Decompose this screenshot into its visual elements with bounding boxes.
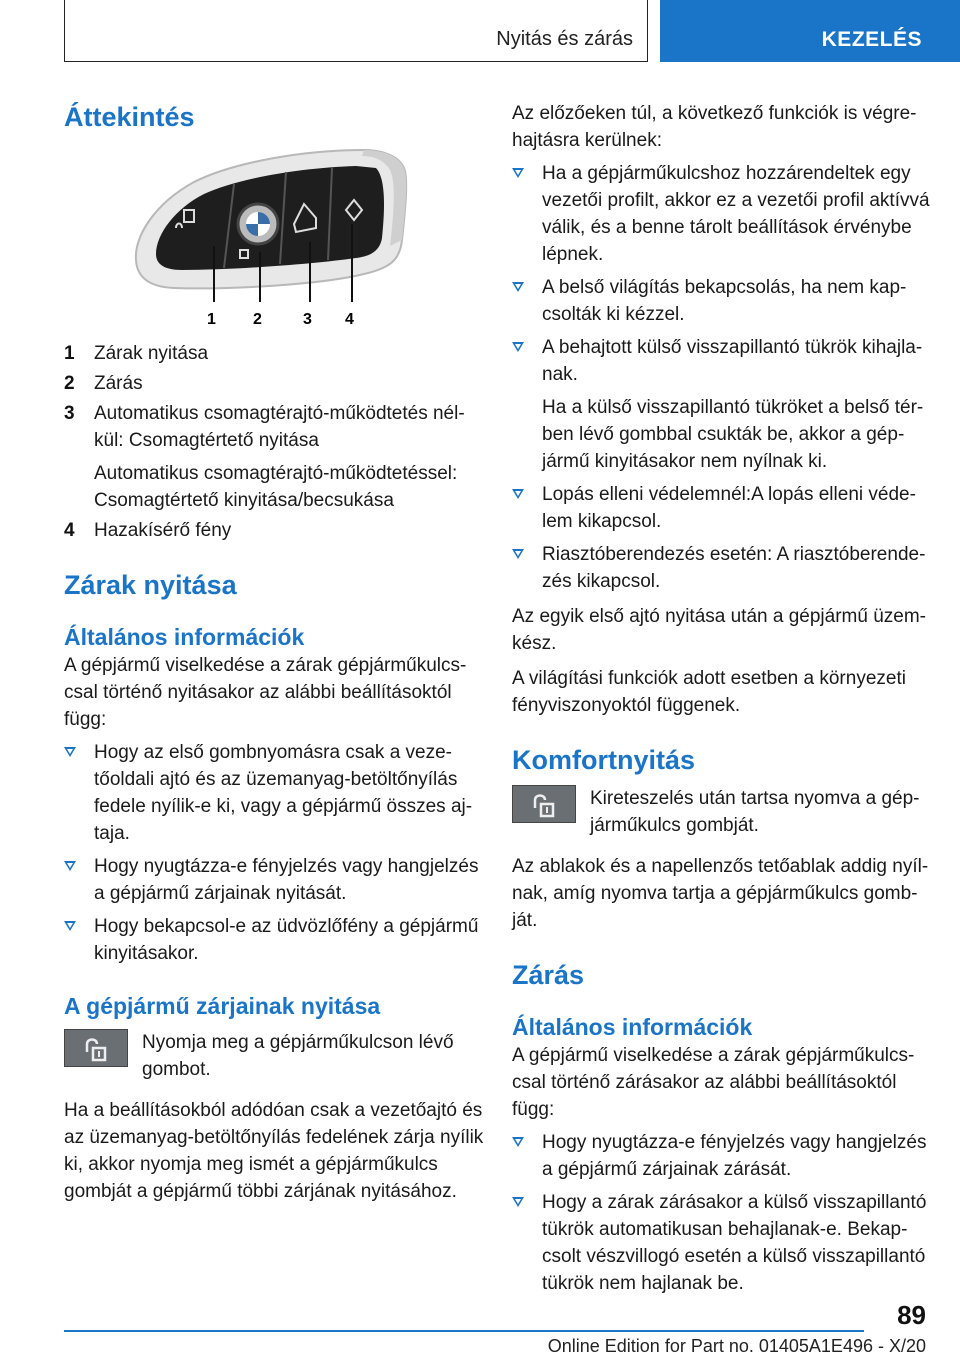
list-item: Hogy nyugtázza-e fényjelzés vagy hangjelzés a gépjármű zárjainak nyitását.: [64, 853, 484, 907]
comfort-opening-heading: Komfortnyitás: [512, 745, 696, 775]
list-item: Lopás elleni védelemnél:A lopás elleni véde-lem kikapcsol.: [512, 481, 930, 535]
figure-legend: [64, 340, 484, 544]
page-number: 89: [897, 1300, 926, 1330]
bullet-triangle-icon: [64, 861, 76, 871]
unlock-button-icon: [64, 1029, 128, 1067]
legend-item: 1 Zárak nyitása: [64, 343, 209, 364]
bullet-triangle-icon: [64, 921, 76, 931]
locking-bullets: [512, 1129, 930, 1297]
vehicle-unlock-heading: A gépjármű zárjainak nyitása: [64, 993, 381, 1019]
vehicle-unlock-text: Ha a beállításokból adódóan csak a vezetőajtó és az üzemanyag-betöltőnyílás fedelének zárja nyílik ki, akkor nyomja meg ismét a gépjárműkulcs gombját a gépjármű többi zárjának nyitásához.: [64, 1100, 484, 1202]
bullet-triangle-icon: [512, 342, 524, 352]
comfort-opening-text: Az ablakok és a napellenzős tetőablak addig nyíl-nak, amíg nyomva tartja a gépjárműkulcs gomb-ját.: [512, 856, 929, 931]
legend-item: 3 Automatikus csomagtérajtó-működtetés nél-kül: Csomagtértető nyitása Automatikus csomagtérajtó-működtetéssel: Csomagtértető kinyitása/becsukása: [64, 403, 465, 511]
key-fob-figure: [64, 142, 484, 332]
unlocking-general-heading: Általános információk: [64, 624, 305, 650]
key-fob-illustration: [64, 142, 484, 332]
right-column: [512, 100, 930, 1297]
locking-general-heading: Általános információk: [512, 1014, 753, 1040]
vehicle-unlock-instruction: Nyomja meg a gépjárműkulcson lévő gombot.: [64, 1029, 484, 1083]
header-section-title: Nyitás és zárás: [496, 28, 633, 50]
header-section-box: [64, 0, 648, 62]
comfort-opening-instruction: Kireteszelés után tartsa nyomva a gép-járműkulcs gombját.: [512, 785, 930, 839]
footer-divider: [64, 1330, 864, 1332]
bullet-triangle-icon: [512, 1197, 524, 1207]
figure-label-3: 3: [303, 311, 312, 328]
list-item: Hogy bekapcsol-e az üdvözlőfény a gépjármű kinyitásakor.: [64, 913, 484, 967]
left-column: [64, 100, 484, 1205]
figure-label-4: 4: [345, 311, 354, 328]
list-item: Riasztóberendezés esetén: A riasztóberende-zés kikapcsol.: [512, 541, 930, 595]
bullet-triangle-icon: [512, 168, 524, 178]
list-item: A belső világítás bekapcsolás, ha nem kap-csolták ki kézzel.: [512, 274, 930, 328]
legend-item: 2 Zárás: [64, 373, 143, 394]
bullet-triangle-icon: [64, 747, 76, 757]
list-item: Hogy a zárak zárásakor a külső visszapillantó tükrök automatikusan behajlanak-e. Bekap-csolt vészvillogó esetén a külső visszapillantó tükrök nem hajlanak be.: [512, 1189, 930, 1297]
list-item: A behajtott külső visszapillantó tükrök kihajla-nak. Ha a külső visszapillantó tükröket a belső tér-ben lévő gombbal csukták be, akkor a gép-jármű kinyitásakor nem nyílnak ki.: [512, 334, 930, 475]
lighting-text: A világítási funkciók adott esetben a környezeti fényviszonyoktól függenek.: [512, 668, 906, 716]
list-item: Ha a gépjárműkulcshoz hozzárendeltek egy vezetői profilt, akkor ez a vezetői profil aktívvá válik, és a benne tárolt beállítások érvénybe lépnek.: [512, 160, 930, 268]
unlocking-general-text: A gépjármű viselkedése a zárak gépjárműkulcs-csal történő nyitásakor az alábbi beállításoktól függ:: [64, 655, 467, 730]
bullet-triangle-icon: [512, 1137, 524, 1147]
unlocking-bullets: [64, 739, 484, 967]
additional-functions-intro: Az előzőeken túl, a következő funkciók is végre-hajtásra kerülnek:: [512, 103, 917, 151]
figure-label-2: 2: [253, 311, 262, 328]
figure-label-1: 1: [207, 311, 216, 328]
unlocking-heading: Zárak nyitása: [64, 570, 237, 600]
overview-heading: Áttekintés: [64, 102, 195, 132]
header-chapter-title: KEZELÉS: [821, 28, 922, 51]
locking-heading: Zárás: [512, 960, 585, 990]
bullet-triangle-icon: [512, 282, 524, 292]
locking-general-text: A gépjármű viselkedése a zárak gépjárműkulcs-csal történő zárásakor az alábbi beállításoktól függ:: [512, 1045, 915, 1120]
bullet-triangle-icon: [512, 489, 524, 499]
additional-functions-bullets: [512, 160, 930, 595]
list-item: Hogy az első gombnyomásra csak a veze-tőoldali ajtó és az üzemanyag-betöltőnyílás fedele nyílik-e ki, vagy a gépjármű összes aj-taja.: [64, 739, 484, 847]
list-item: Hogy nyugtázza-e fényjelzés vagy hangjelzés a gépjármű zárjainak zárását.: [512, 1129, 930, 1183]
unlock-button-icon: [512, 785, 576, 823]
bullet-triangle-icon: [512, 549, 524, 559]
header-chapter-box: [660, 0, 960, 62]
ready-to-drive-text: Az egyik első ajtó nyitása után a gépjármű üzem-kész.: [512, 606, 926, 654]
footer-edition: Online Edition for Part no. 01405A1E496 - X/20: [547, 1336, 926, 1356]
legend-item: 4 Hazakísérő fény: [64, 520, 232, 541]
